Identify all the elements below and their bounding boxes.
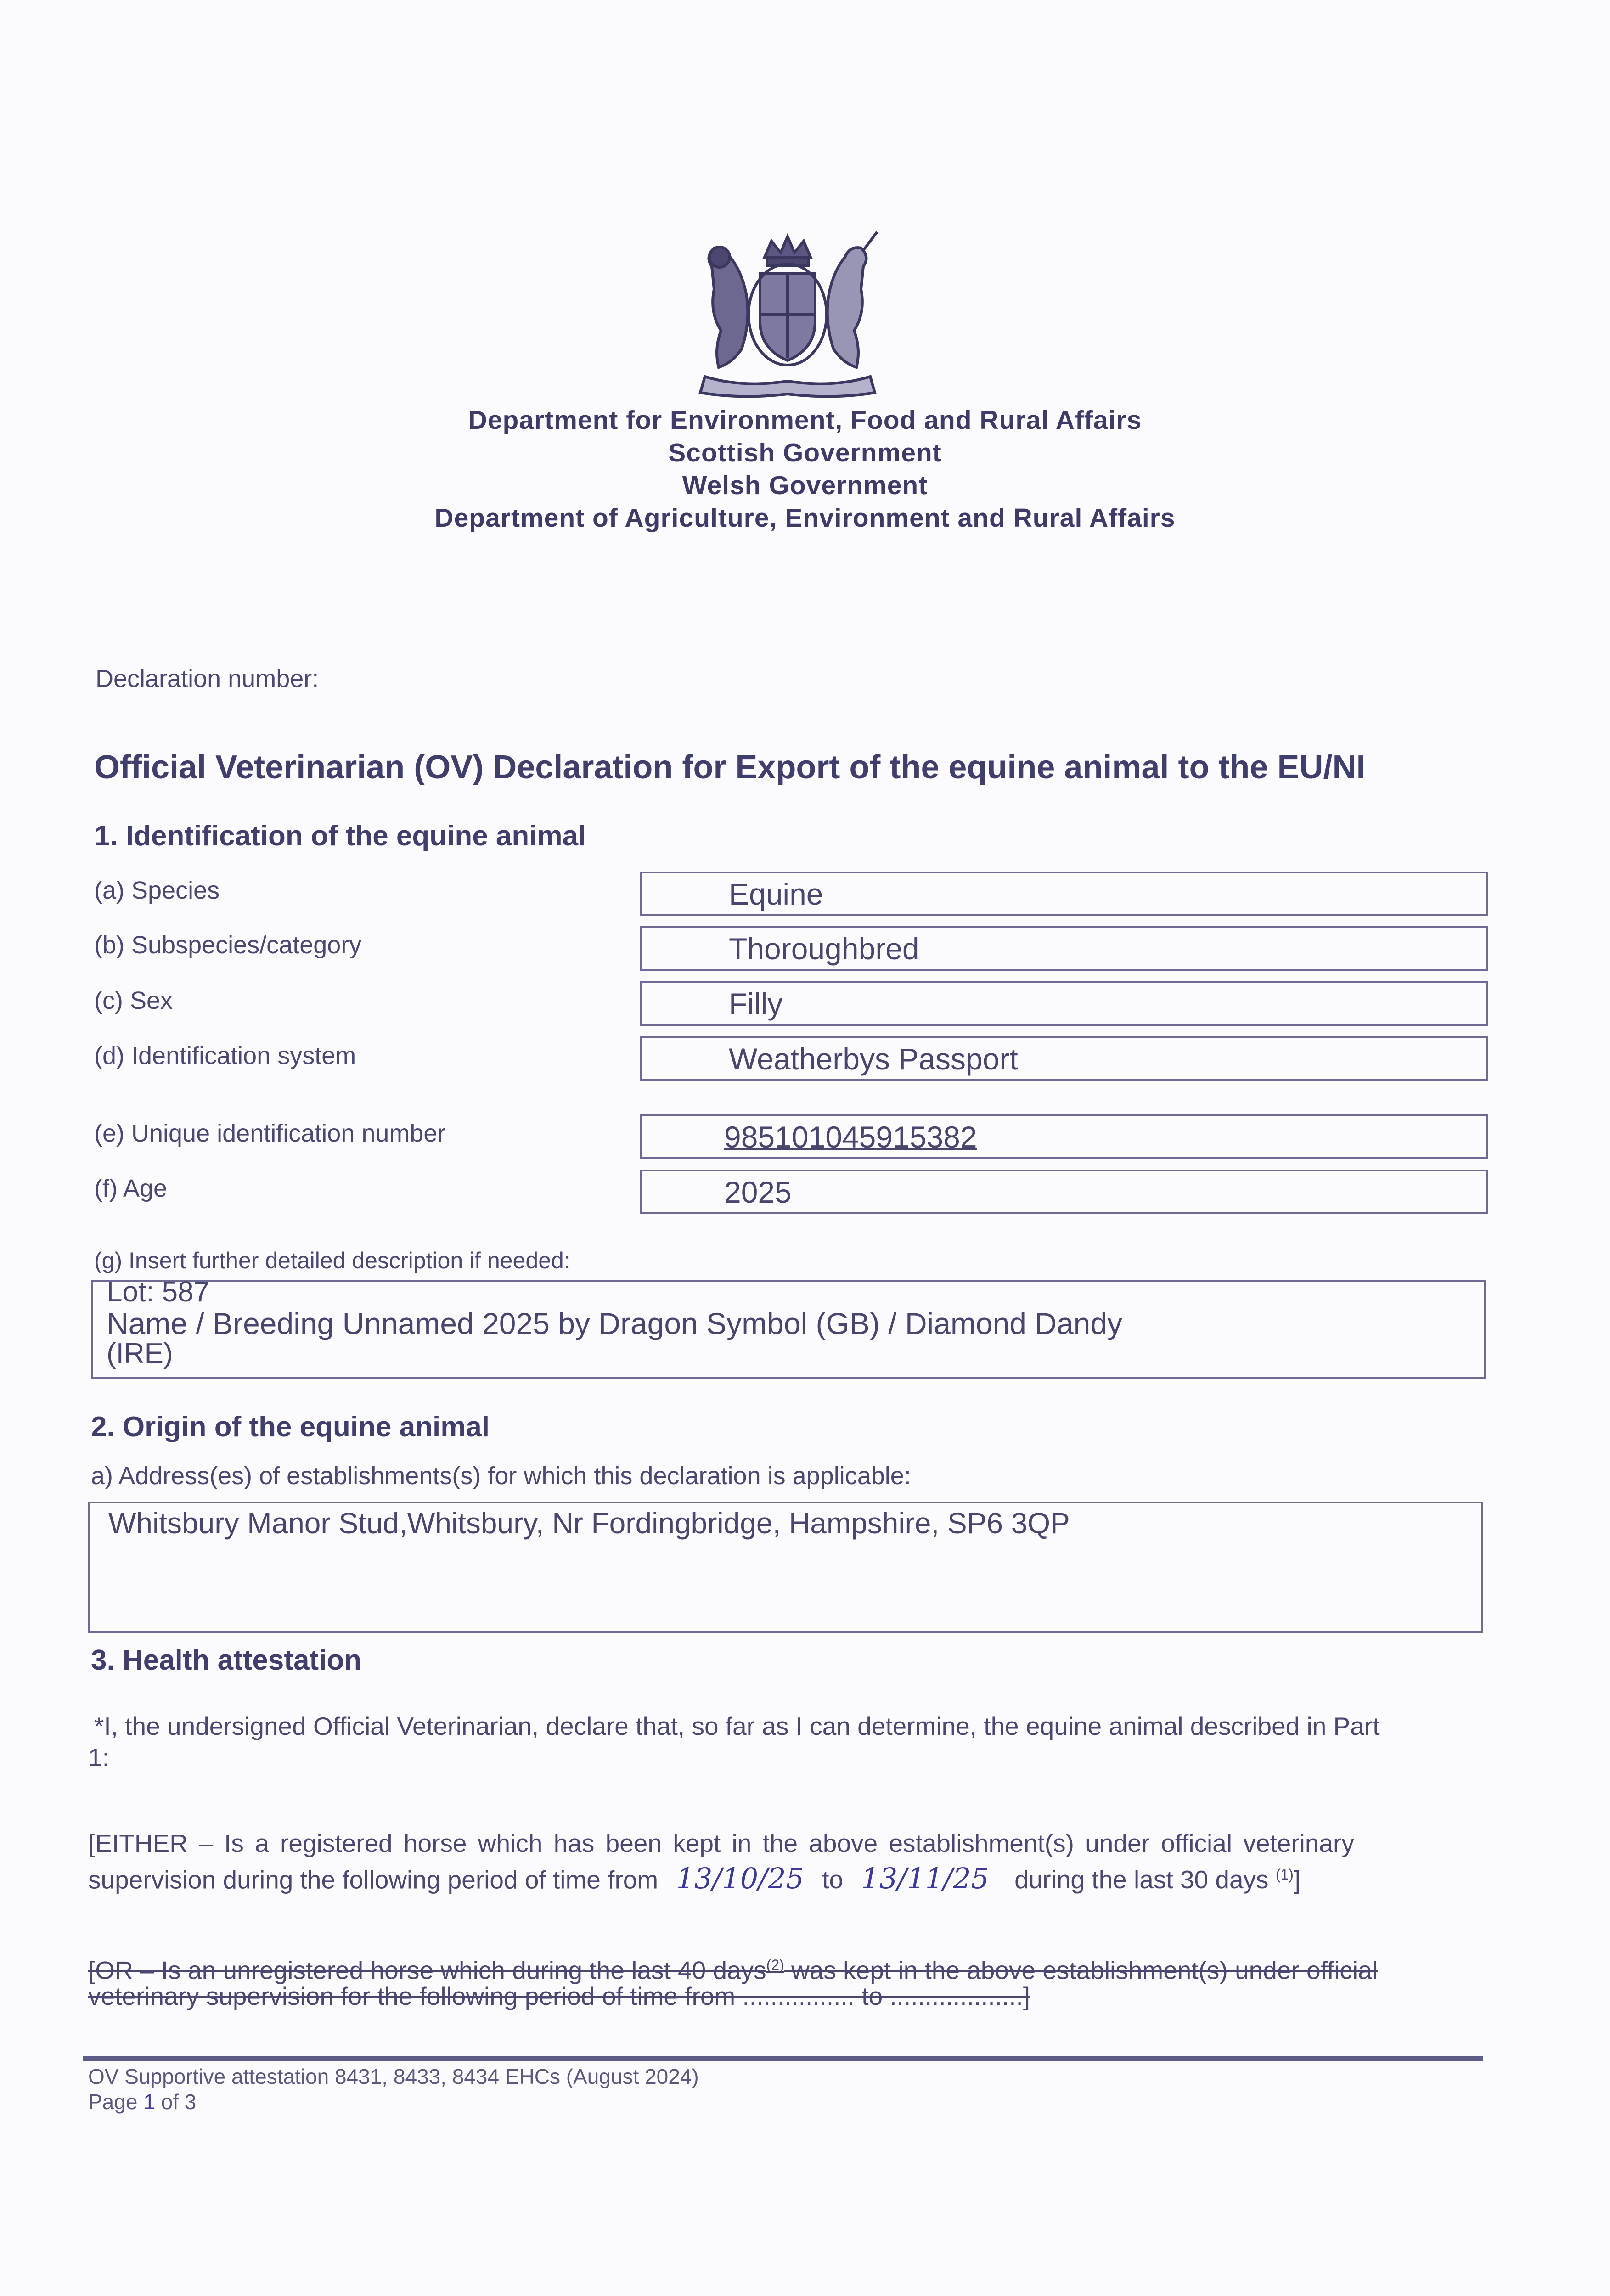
footer-divider: [83, 2056, 1483, 2061]
royal-coat-of-arms-emblem: [687, 230, 889, 400]
sex-label: (c) Sex: [94, 987, 173, 1014]
section1-heading: 1. Identification of the equine animal: [94, 820, 586, 852]
address-value: Whitsbury Manor Stud,Whitsbury, Nr Fordingbridge, Hampshire, SP6 3QP: [108, 1507, 1070, 1540]
unique-id-label: (e) Unique identification number: [94, 1120, 446, 1147]
address-field[interactable]: [88, 1502, 1483, 1633]
sex-field[interactable]: [640, 981, 1488, 1026]
page-total: of 3: [161, 2090, 197, 2114]
footer-page-number: [88, 2089, 196, 2114]
handwritten-to-date: 13/11/25: [861, 1862, 989, 1896]
subspecies-value: Thoroughbred: [729, 931, 919, 966]
description-field[interactable]: [91, 1276, 1486, 1379]
handwritten-from-date: 13/10/25: [676, 1862, 804, 1896]
header-department-1: Department for Environment, Food and Rural Affairs: [468, 405, 1142, 435]
description-line-1: Lot: 587: [107, 1276, 210, 1308]
or-line1-end: was kept in the above establishment(s) under official: [791, 1956, 1378, 1985]
either-last-30-days: during the last 30 days: [1014, 1865, 1269, 1894]
footer-attestation-ref: OV Supportive attestation 8431, 8433, 8434 EHCs (August 2024): [88, 2065, 699, 2088]
or-line2: veterinary supervision for the following period of time from ................ to ...................]: [88, 1982, 1030, 2010]
age-label: (f) Age: [94, 1175, 168, 1202]
identification-system-field[interactable]: [640, 1036, 1488, 1081]
species-field[interactable]: [640, 872, 1488, 916]
identification-system-value: Weatherbys Passport: [729, 1041, 1018, 1076]
description-label: (g) Insert further detailed description if needed:: [94, 1248, 570, 1273]
subspecies-field[interactable]: [640, 926, 1488, 971]
either-line2: [88, 1859, 1300, 1895]
either-period-text: supervision during the following period of time from: [88, 1865, 659, 1894]
sex-value: Filly: [729, 986, 783, 1021]
species-value: Equine: [729, 877, 823, 911]
attestation-intro-line1: *I, the undersigned Official Veterinarian, declare that, so far as I can determine, the equine animal described in Part: [94, 1712, 1380, 1740]
either-line1: [EITHER – Is a registered horse which has been kept in the above establishment(s) under official veterinary: [88, 1829, 1354, 1857]
identification-system-label: (d) Identification system: [94, 1042, 356, 1069]
description-line-3: (IRE): [107, 1338, 173, 1369]
or-footnote-marker: (2): [766, 1957, 784, 1973]
age-field[interactable]: [640, 1170, 1488, 1214]
page-word: Page: [88, 2090, 138, 2114]
attestation-intro-line2: 1:: [88, 1743, 109, 1772]
header-department-4: Department of Agriculture, Environment and Rural Affairs: [434, 503, 1176, 533]
or-line1-start: [OR – Is an unregistered horse which during the last 40 days: [88, 1956, 766, 1985]
unique-id-field[interactable]: [640, 1114, 1488, 1159]
either-footnote-marker: (1): [1275, 1866, 1294, 1883]
page-current: 1: [143, 2090, 155, 2114]
either-to-word: to: [822, 1865, 844, 1894]
document-title: Official Veterinarian (OV) Declaration for Export of the equine animal to the EU/NI: [94, 749, 1366, 786]
header-department-3: Welsh Government: [682, 471, 928, 500]
species-label: (a) Species: [94, 877, 220, 904]
address-label: a) Address(es) of establishments(s) for which this declaration is applicable:: [91, 1462, 911, 1490]
section3-heading: 3. Health attestation: [91, 1644, 362, 1676]
either-closing-bracket: ]: [1293, 1865, 1301, 1894]
description-line-2: Name / Breeding Unnamed 2025 by Dragon Symbol (GB) / Diamond Dandy: [107, 1306, 1123, 1340]
declaration-number-label: Declaration number:: [96, 665, 319, 692]
age-value: 2025: [724, 1175, 792, 1209]
subspecies-label: (b) Subspecies/category: [94, 931, 362, 959]
header-department-2: Scottish Government: [668, 438, 942, 467]
unique-id-value: 985101045915382: [724, 1120, 977, 1154]
section2-heading: 2. Origin of the equine animal: [91, 1411, 490, 1443]
